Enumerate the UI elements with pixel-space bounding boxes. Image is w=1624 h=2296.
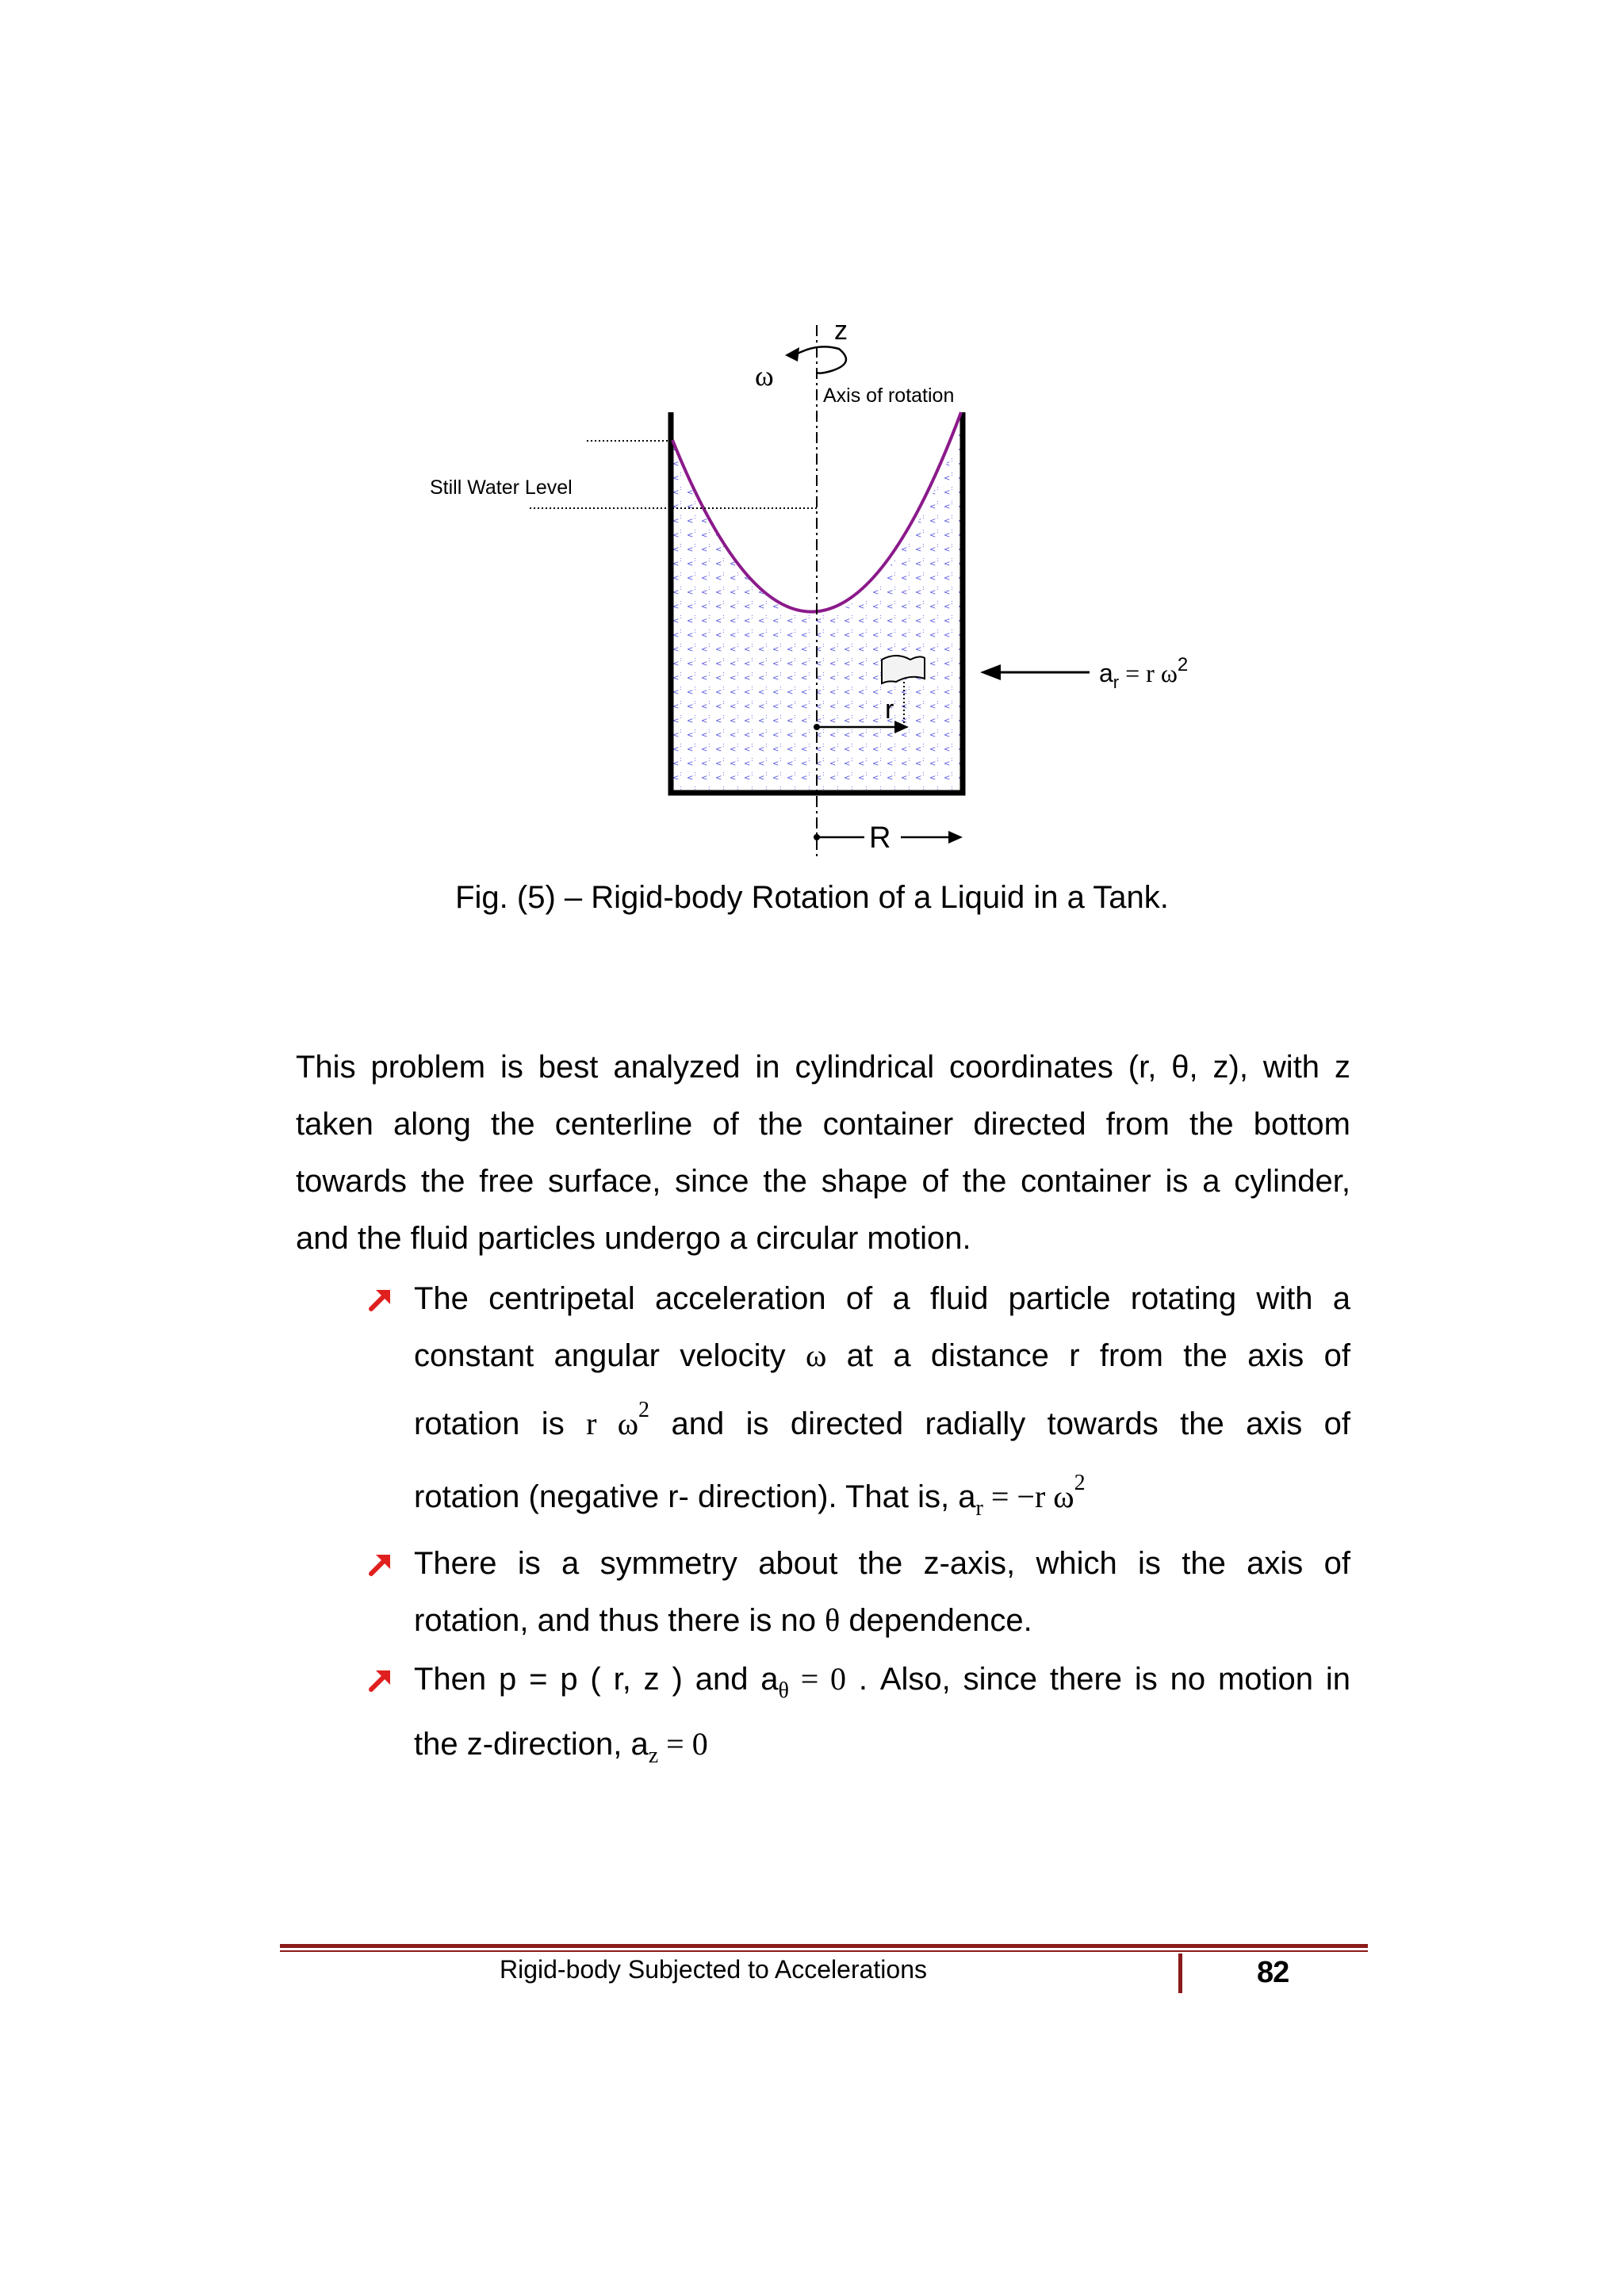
acceleration-label: $a_r = r$ $\omega^2$ [1099, 654, 1189, 692]
R-label: R [869, 821, 891, 855]
bullet-item: Then p = p ( r, z ) and $a_\theta = 0$ . Also, since there is no motion in the z-direction, $a_z = 0$ [366, 1651, 1350, 1777]
red-arrow-bullet-icon [366, 1552, 393, 1578]
red-arrow-bullet-icon [366, 1287, 393, 1314]
body-paragraph [296, 1039, 1350, 1267]
paragraph-line: taken along the centerline of the container directed from the bottom [296, 1107, 1350, 1142]
red-arrow-bullet-icon [366, 1667, 393, 1694]
z-label: z [834, 316, 848, 346]
paragraph-line: and the fluid particles undergo a circular motion. [296, 1221, 971, 1256]
paragraph-line: towards the free surface, since the shape of the container is a cylinder, [296, 1164, 1350, 1199]
page-number: 82 [1257, 1956, 1289, 1989]
footer-rule [280, 1944, 1368, 1948]
r-label: r [885, 695, 894, 725]
omega-label: ω [755, 360, 774, 392]
paragraph-line: This problem is best analyzed in cylindrical coordinates (r, θ, z), with z [296, 1050, 1350, 1085]
bullet-item: There is a symmetry about the z-axis, which is the axis of rotation, and thus there is no θ dependence. [366, 1535, 1350, 1654]
tank-diagram [0, 0, 1624, 888]
axis-of-rotation-label: Axis of rotation [823, 385, 955, 407]
rotation-arrow-icon [795, 346, 846, 373]
footer-title: Rigid-body Subjected to Accelerations [500, 1955, 927, 1984]
footer-divider [1178, 1954, 1182, 1993]
figure-caption: Fig. (5) – Rigid-body Rotation of a Liquid in a Tank. [455, 880, 1169, 915]
bullet-item: The centripetal acceleration of a fluid particle rotating with a constant angular velocity ω at a distance r from the axis of rotation is r $\omega^2$ and is directed radially towards the axis of rotation (negative r- direction). That is, $a_r = -r$ $\omega^2$ [366, 1270, 1350, 1508]
still-water-level-label: Still Water Level [430, 476, 573, 499]
